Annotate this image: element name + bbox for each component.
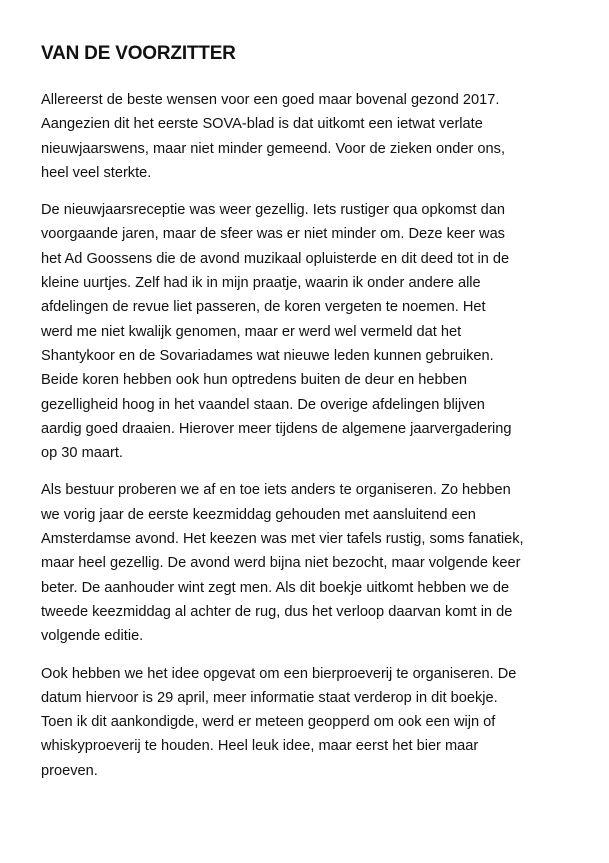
text-line: Aangezien dit het eerste SOVA-blad is dat uitkomt een ietwat verlate [41,116,483,133]
text-line: maar heel gezellig. De avond werd bijna niet bezocht, maar volgende keer [41,555,521,572]
text-line: nieuwjaarswens, maar niet minder gemeend. Voor de zieken onder ons, [41,140,506,157]
text-line: kleine uurtjes. Zelf had ik in mijn praatje, waarin ik onder andere alle [41,275,481,292]
text-line: gezelligheid hoog in het vaandel staan. De overige afdelingen blijven [41,396,485,413]
text-line: whiskyproeverij te houden. Heel leuk idee, maar eerst het bier maar [41,738,479,755]
text-line: Toen ik dit aankondigde, werd er meteen geopperd om ook een wijn of [41,714,496,731]
text-line: op 30 maart. [41,445,123,462]
text-line: Amsterdamse avond. Het keezen was met vier tafels rustig, soms fanatiek, [41,531,524,548]
text-line: aardig goed draaien. Hierover meer tijdens de algemene jaarvergadering [41,420,512,437]
text-line: Als bestuur proberen we af en toe iets anders te organiseren. Zo hebben [41,482,511,499]
paragraph [41,198,589,465]
text-line: tweede keezmiddag al achter de rug, dus het verloop daarvan komt in de [41,603,513,620]
text-line: het Ad Goossens die de avond muzikaal opluisterde en dit deed tot in de [41,250,510,267]
text-line: proeven. [41,762,98,779]
text-line: volgende editie. [41,628,144,645]
document-page [41,40,589,796]
text-line: Beide koren hebben ook hun optredens buiten de deur en hebben [41,372,467,389]
page-title: VAN DE VOORZITTER [41,43,236,64]
text-line: Allereerst de beste wensen voor een goed maar bovenal gezond 2017. [41,92,500,108]
text-line: datum hiervoor is 29 april, meer informatie staat verderop in dit boekje. [41,689,498,706]
text-line: afdelingen de revue liet passeren, de koren vergeten te noemen. Het [41,299,486,316]
document-body [41,88,589,783]
text-line: Shantykoor en de Sovariadames wat nieuwe leden kunnen gebruiken. [41,347,494,364]
paragraph [41,88,589,185]
text-line: voorgaande jaren, maar de sfeer was er niet minder om. Deze keer was [41,226,505,243]
paragraph [41,478,589,648]
text-line: we vorig jaar de eerste keezmiddag gehouden met aansluitend een [41,506,476,523]
text-line: heel veel sterkte. [41,164,152,181]
text-line: Ook hebben we het idee opgevat om een bierproeverij te organiseren. De [41,665,517,682]
text-line: De nieuwjaarsreceptie was weer gezellig. Iets rustiger qua opkomst dan [41,202,505,219]
text-line: werd me niet kwalijk genomen, maar er werd wel vermeld dat het [41,323,462,340]
paragraph [41,662,589,783]
text-line: beter. De aanhouder wint zegt men. Als dit boekje uitkomt hebben we de [41,579,510,596]
